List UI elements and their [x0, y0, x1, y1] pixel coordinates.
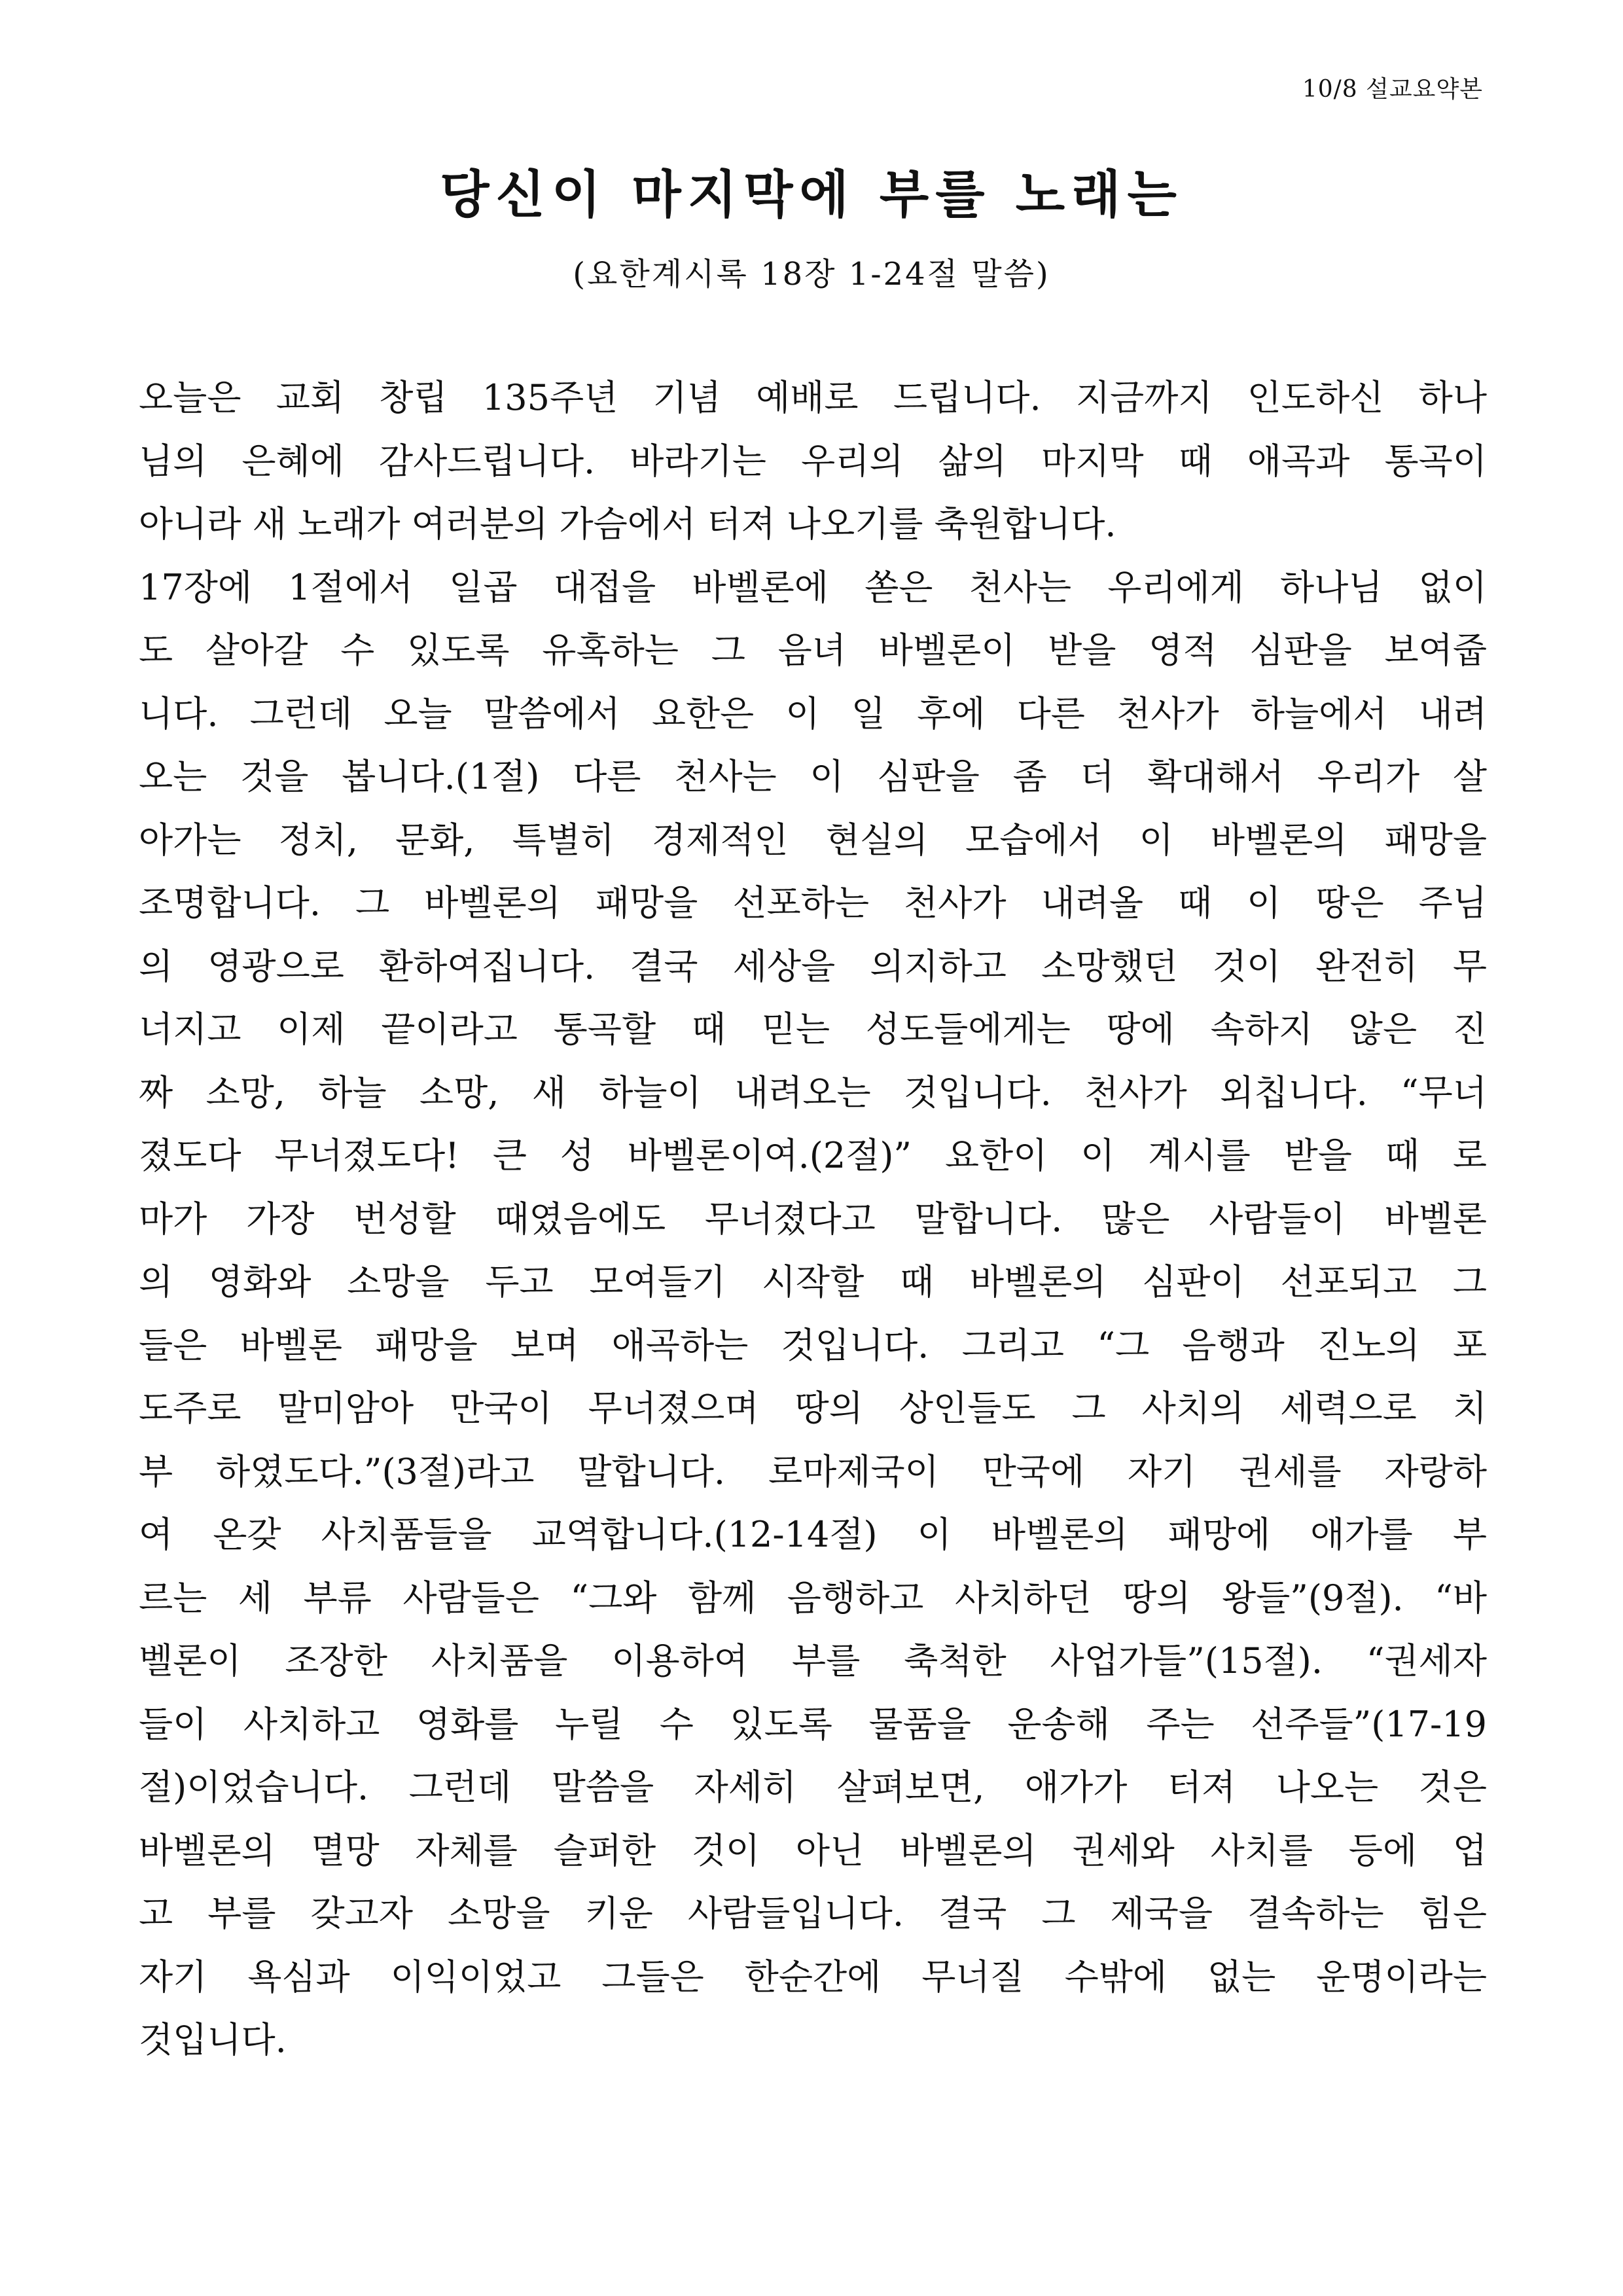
body-line: 절)이었습니다. 그런데 말씀을 자세히 살펴보면, 애가가 터져 나오는 것은: [139, 1767, 1487, 1808]
body-line: 여 온갖 사치품들을 교역합니다.(12-14절) 이 바벨론의 패망에 애가를 부: [139, 1514, 1487, 1555]
body-line: 조명합니다. 그 바벨론의 패망을 선포하는 천사가 내려올 때 이 땅은 주님: [139, 882, 1487, 924]
body-line: 고 부를 갖고자 소망을 키운 사람들입니다. 결국 그 제국을 결속하는 힘은: [139, 1893, 1487, 1934]
body-line: 도주로 말미암아 만국이 무너졌으며 땅의 상인들도 그 사치의 세력으로 치: [139, 1388, 1487, 1429]
body-line: 오는 것을 봅니다.(1절) 다른 천사는 이 심판을 좀 더 확대해서 우리가 살: [139, 756, 1487, 797]
body-line: 것입니다.: [139, 2019, 287, 2060]
scripture-reference: (요한계시록 18장 1-24절 말씀): [573, 256, 1050, 293]
body-line: 르는 세 부류 사람들은 “그와 함께 음행하고 사치하던 땅의 왕들”(9절). “바: [139, 1577, 1487, 1619]
header-date-label: 10/8 설교요약본: [1302, 76, 1483, 103]
body-line: 자기 욕심과 이익이었고 그들은 한순간에 무너질 수밖에 없는 운명이라는: [139, 1956, 1487, 1998]
sermon-body: [139, 367, 1487, 2072]
sermon-title: 당신이 마지막에 부를 노래는: [440, 165, 1183, 224]
body-line: 벨론이 조장한 사치품을 이용하여 부를 축척한 사업가들”(15절). “권세자: [139, 1640, 1487, 1681]
body-line: 의 영광으로 환하여집니다. 결국 세상을 의지하고 소망했던 것이 완전히 무: [139, 945, 1487, 987]
body-line: 아니라 새 노래가 여러분의 가슴에서 터져 나오기를 축원합니다.: [139, 503, 1116, 545]
body-line: 너지고 이제 끝이라고 통곡할 때 믿는 성도들에게는 땅에 속하지 않은 진: [139, 1009, 1487, 1050]
body-line: 의 영화와 소망을 두고 모여들기 시작할 때 바벨론의 심판이 선포되고 그: [139, 1261, 1487, 1302]
body-line: 들은 바벨론 패망을 보며 애곡하는 것입니다. 그리고 “그 음행과 진노의 포: [139, 1324, 1487, 1366]
body-line: 바벨론의 멸망 자체를 슬퍼한 것이 아닌 바벨론의 권세와 사치를 등에 업: [139, 1829, 1487, 1871]
body-line: 짜 소망, 하늘 소망, 새 하늘이 내려오는 것입니다. 천사가 외칩니다. “무너: [139, 1071, 1487, 1113]
body-paragraph: [139, 556, 1487, 2072]
body-line: 님의 은혜에 감사드립니다. 바라기는 우리의 삶의 마지막 때 애곡과 통곡이: [139, 440, 1487, 482]
body-line: 들이 사치하고 영화를 누릴 수 있도록 물품을 운송해 주는 선주들”(17-19: [139, 1703, 1487, 1745]
body-line: 마가 가장 번성할 때였음에도 무너졌다고 말합니다. 많은 사람들이 바벨론: [139, 1198, 1487, 1240]
body-line: 졌도다 무너졌도다! 큰 성 바벨론이여.(2절)” 요한이 이 계시를 받을 때 로: [139, 1135, 1487, 1176]
body-line: 아가는 정치, 문화, 특별히 경제적인 현실의 모습에서 이 바벨론의 패망을: [139, 819, 1487, 861]
body-line: 부 하였도다.”(3절)라고 말합니다. 로마제국이 만국에 자기 권세를 자랑하: [139, 1450, 1487, 1492]
body-line: 오늘은 교회 창립 135주년 기념 예배로 드립니다. 지금까지 인도하신 하나: [139, 377, 1487, 418]
body-line: 17장에 1절에서 일곱 대접을 바벨론에 쏟은 천사는 우리에게 하나님 없이: [139, 566, 1487, 608]
body-line: 니다. 그런데 오늘 말씀에서 요한은 이 일 후에 다른 천사가 하늘에서 내려: [139, 692, 1487, 734]
body-line: 도 살아갈 수 있도록 유혹하는 그 음녀 바벨론이 받을 영적 심판을 보여줍: [139, 630, 1487, 671]
body-paragraph: [139, 367, 1487, 556]
